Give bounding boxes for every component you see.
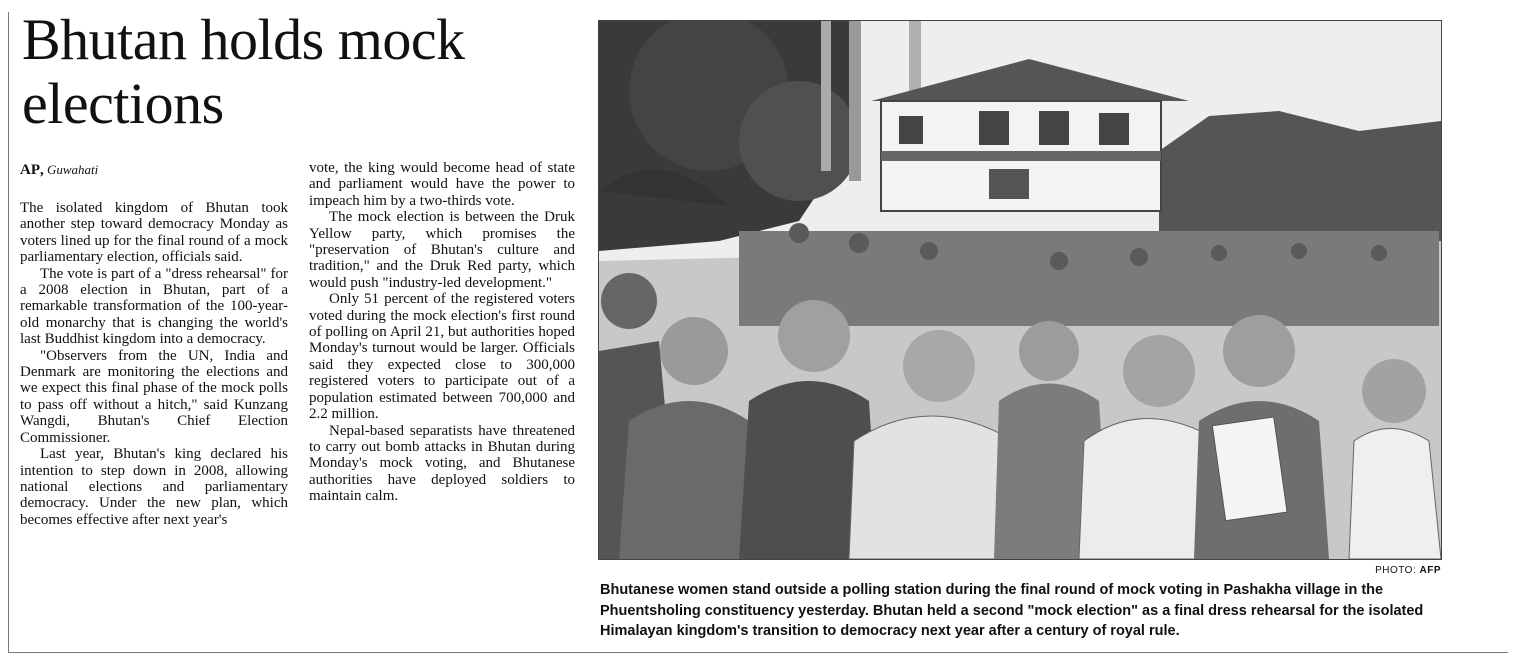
byline-agency: AP	[20, 162, 40, 178]
person-head	[1223, 315, 1295, 387]
left-column-rule	[8, 12, 9, 652]
person-head	[601, 273, 657, 329]
byline-separator: ,	[40, 162, 44, 178]
news-photo	[598, 20, 1442, 560]
person-head	[778, 300, 850, 372]
band	[881, 151, 1161, 161]
paragraph: "Observers from the UN, India and Denmark are monitoring the elections and we expect this final phase of the mock polls to pass off without a hitch," said Kunzang Wangdi, Bhutan's Chief Election Commissioner.	[20, 347, 288, 446]
paragraph: Only 51 percent of the registered voters voted during the mock election's first round of polling on April 21, but authorities hoped Monday's turnout would be larger. Officials said they expected close to 300,000 registered voters to participate out of a population estimated between 700,000 and 2.2 million.	[309, 291, 575, 423]
person	[849, 416, 1019, 559]
tree-canopy	[739, 81, 859, 201]
photo-credit-source: AFP	[1419, 565, 1441, 576]
bottom-page-rule	[8, 652, 1508, 653]
paragraph: vote, the king would become head of state and parliament would have the power to impeach him by a two-thirds vote.	[309, 160, 575, 209]
person-head	[660, 317, 728, 385]
paragraph: The vote is part of a "dress rehearsal" for a 2008 election in Bhutan, part of a remarkable transformation of the 100-year-old monarchy that is changing the world's last Buddhist kingdom into a democracy.	[20, 265, 288, 348]
head	[1050, 252, 1068, 270]
person	[619, 401, 759, 559]
article-column-2	[309, 160, 575, 505]
person-head	[1019, 321, 1079, 381]
photo-caption: Bhutanese women stand outside a polling station during the final round of mock voting in Pashakha village in the Phuentsholing constituency yesterday. Bhutan held a second "mock election" as a final dress rehearsal for the isolated Himalayan kingdom's transition to democracy next year after a century of royal rule.	[600, 582, 1424, 639]
window	[989, 169, 1029, 199]
head	[1130, 248, 1148, 266]
head	[920, 242, 938, 260]
person	[1349, 429, 1441, 560]
prayer-flag	[821, 21, 831, 171]
window	[899, 116, 923, 144]
paragraph: Last year, Bhutan's king declared his intention to step down in 2008, allowing national elections and parliamentary democracy. Under the new plan, which becomes effective after next year's	[20, 446, 288, 528]
byline-location: Guwahati	[47, 162, 99, 177]
paragraph: The mock election is between the Druk Yellow party, which promises the "preservation of Bhutan's culture and tradition," and the Druk Red party, which would push "industry-led development."	[309, 209, 575, 291]
photo-illustration	[599, 21, 1441, 559]
crowd-band	[739, 231, 1439, 326]
person-head	[1362, 359, 1426, 423]
paragraph: The isolated kingdom of Bhutan took another step toward democracy Monday as voters lined up for the final round of a mock parliamentary election, officials said.	[20, 200, 288, 266]
person-head	[903, 330, 975, 402]
ballot-paper	[1212, 417, 1287, 521]
prayer-flag	[849, 21, 861, 181]
article-column-1	[20, 200, 288, 528]
window	[979, 111, 1009, 145]
head	[1371, 245, 1387, 261]
head	[849, 233, 869, 253]
head	[1291, 243, 1307, 259]
head	[1211, 245, 1227, 261]
person-head	[1123, 335, 1195, 407]
photo-credit-label: PHOTO:	[1375, 565, 1417, 576]
head	[789, 223, 809, 243]
headline: Bhutan holds mock elections	[22, 7, 465, 136]
photo-credit	[1300, 565, 1441, 576]
paragraph: Nepal-based separatists have threatened to carry out bomb attacks in Bhutan during Monday's mock voting, and Bhutanese authorities have deployed soldiers to maintain calm.	[309, 422, 575, 505]
byline	[20, 162, 98, 178]
window	[1099, 113, 1129, 145]
window	[1039, 111, 1069, 145]
photo-crowd	[739, 223, 1439, 326]
